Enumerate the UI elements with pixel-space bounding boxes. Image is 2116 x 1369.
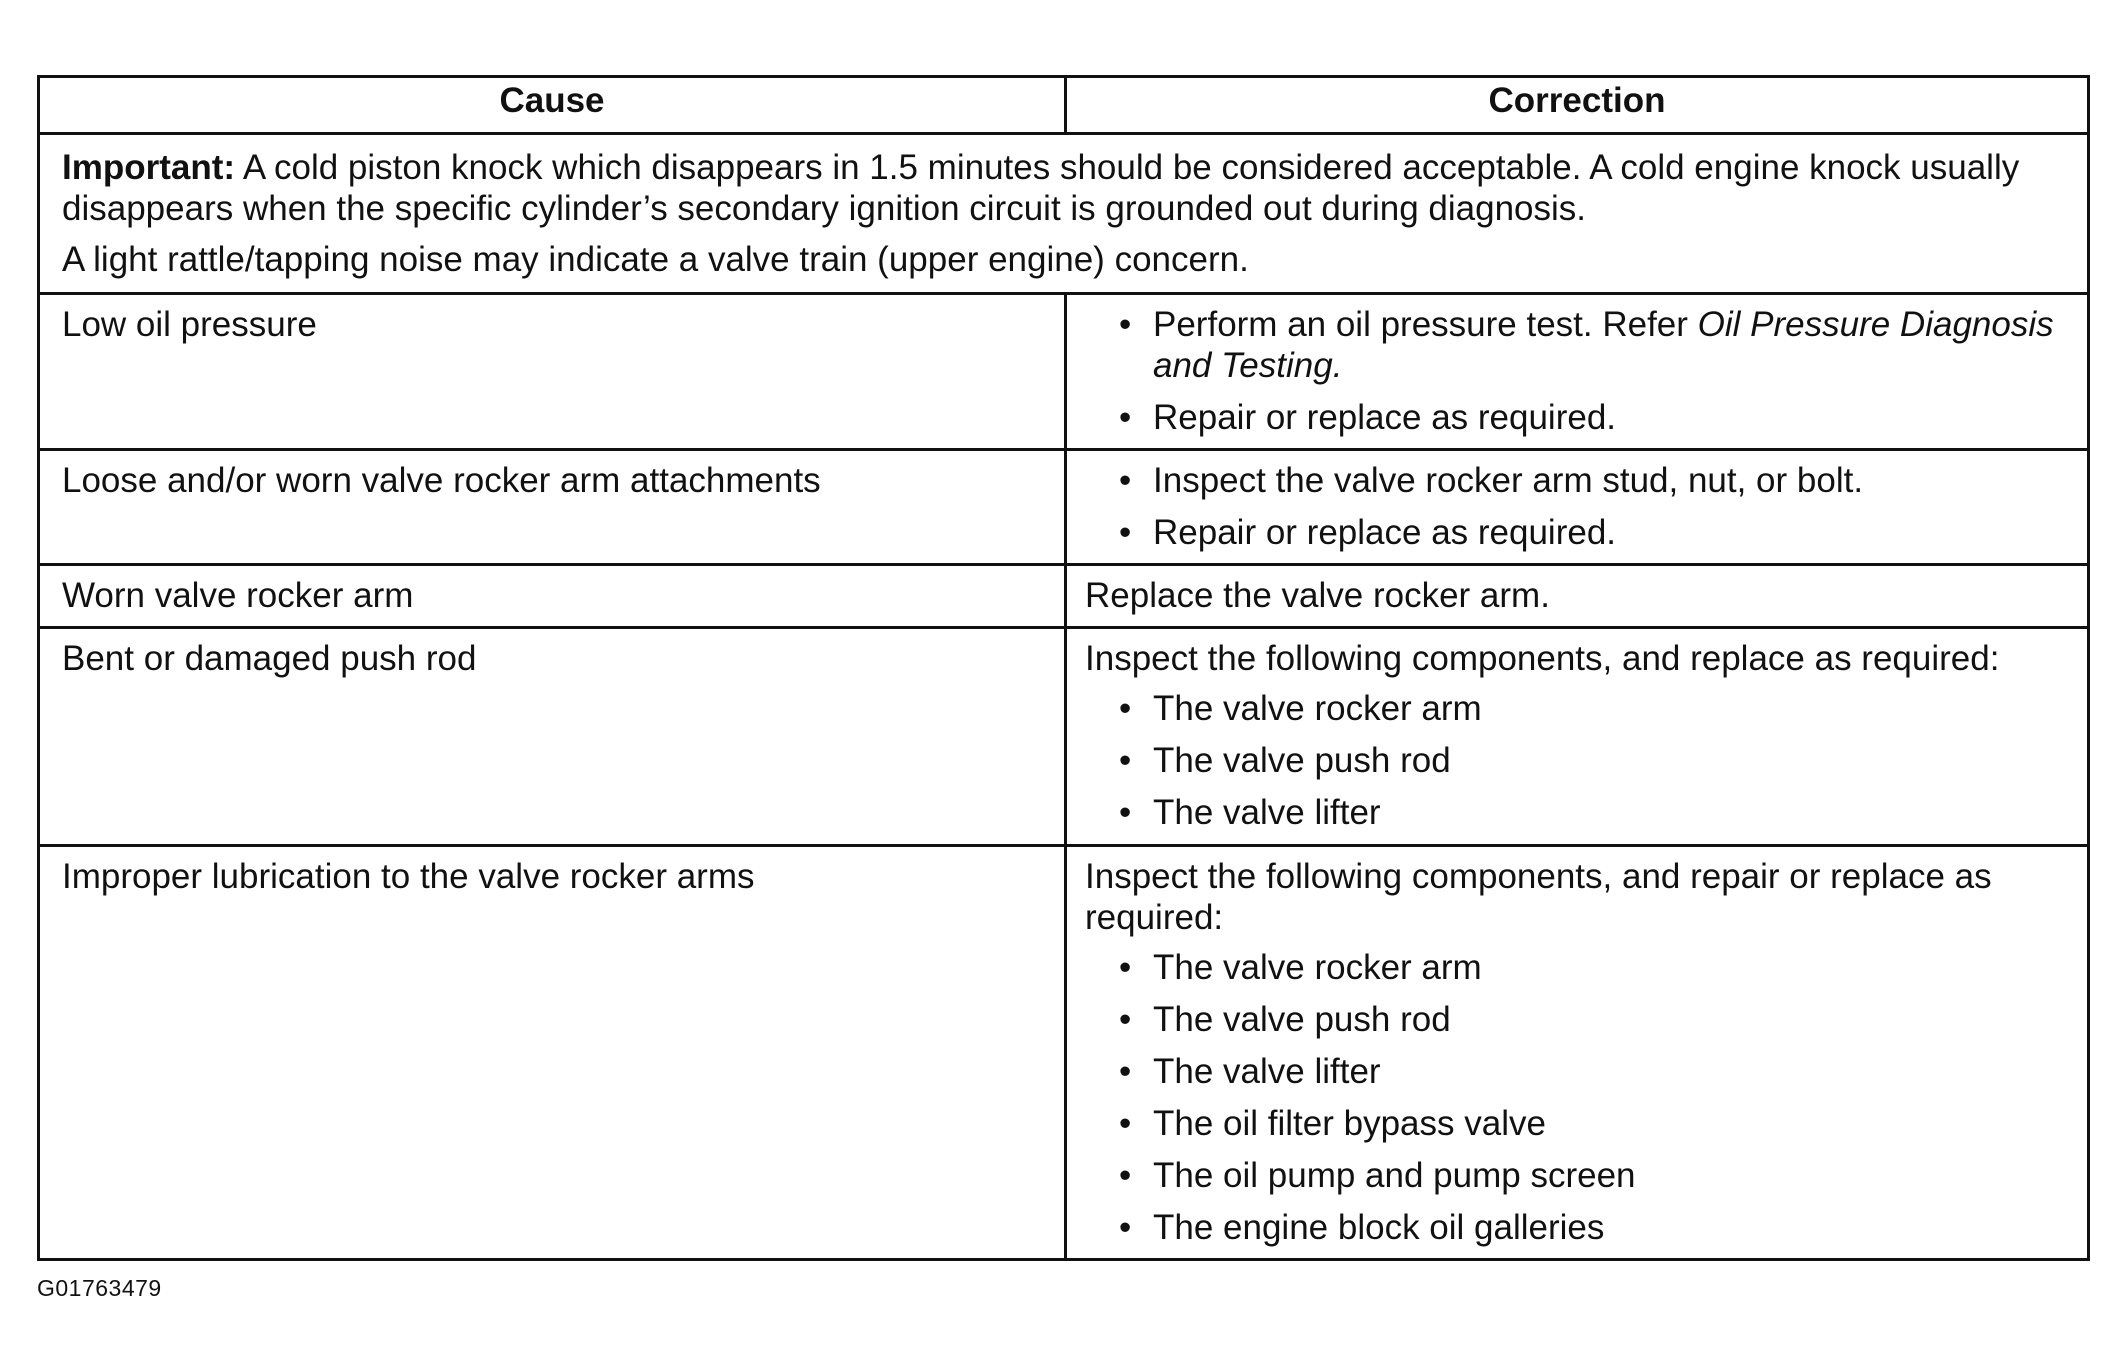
table-row — [39, 628, 2089, 846]
component-list — [1085, 947, 2069, 1248]
component-text: The engine block oil galleries — [1153, 1208, 1605, 1247]
note-text-1: A cold piston knock which disappears in 1.5 minutes should be considered acceptable. A cold engine knock usually disappears when the specific cylinder’s secondary ignition circuit is grounded out during diagnosis. — [62, 148, 2020, 228]
correction-intro: Inspect the following components, and replace as required: — [1085, 639, 2000, 678]
important-note-row — [39, 134, 2089, 294]
cause-cell: Low oil pressure — [39, 294, 1066, 450]
diagnosis-table — [37, 75, 2090, 1261]
bullet-icon: • — [1119, 1104, 1132, 1143]
cause-cell: Loose and/or worn valve rocker arm attachments — [39, 450, 1066, 565]
figure-id: G01763479 — [37, 1275, 162, 1301]
correction-text: Repair or replace as required. — [1153, 398, 1617, 437]
list-item — [1119, 460, 2069, 501]
bullet-icon: • — [1119, 1156, 1132, 1195]
bullet-icon: • — [1119, 689, 1132, 728]
cause-cell: Worn valve rocker arm — [39, 565, 1066, 628]
list-item — [1119, 1051, 2069, 1092]
correction-cell: Replace the valve rocker arm. — [1066, 565, 2089, 628]
bullet-icon: • — [1119, 1208, 1132, 1247]
component-list — [1085, 688, 2069, 833]
cause-cell: Bent or damaged push rod — [39, 628, 1066, 846]
table-row — [39, 846, 2089, 1260]
header-cause: Cause — [39, 77, 1066, 134]
component-text: The oil pump and pump screen — [1153, 1156, 1636, 1195]
bullet-icon: • — [1119, 948, 1132, 987]
component-text: The valve rocker arm — [1153, 948, 1482, 987]
list-item — [1119, 512, 2069, 553]
list-item — [1119, 740, 2069, 781]
component-text: The valve push rod — [1153, 741, 1451, 780]
list-item — [1119, 792, 2069, 833]
list-item — [1119, 947, 2069, 988]
component-text: The valve lifter — [1153, 1052, 1381, 1091]
correction-cell — [1066, 450, 2089, 565]
reference-punctuation: . — [1332, 346, 1343, 385]
correction-cell — [1066, 628, 2089, 846]
note-text-2: A light rattle/tapping noise may indicate a valve train (upper engine) concern. — [62, 240, 1249, 279]
bullet-icon: • — [1119, 741, 1132, 780]
list-item — [1119, 999, 2069, 1040]
correction-cell — [1066, 294, 2089, 450]
bullet-icon: • — [1119, 305, 1132, 344]
important-note — [39, 134, 2089, 294]
list-item — [1119, 1207, 2069, 1248]
list-item — [1119, 688, 2069, 729]
correction-intro: Inspect the following components, and repair or replace as required: — [1085, 857, 1992, 937]
note-paragraph-1 — [62, 147, 2065, 229]
note-label: Important: — [62, 148, 236, 187]
bullet-icon: • — [1119, 461, 1132, 500]
reference-text: Oil Pressure Diagnosis and Testing — [1153, 305, 2054, 385]
component-text: The valve rocker arm — [1153, 689, 1482, 728]
header-row — [39, 77, 2089, 134]
correction-list — [1085, 460, 2069, 553]
bullet-icon: • — [1119, 513, 1132, 552]
component-text: The valve push rod — [1153, 1000, 1451, 1039]
cause-cell: Improper lubrication to the valve rocker arms — [39, 846, 1066, 1260]
correction-text: Inspect the valve rocker arm stud, nut, or bolt. — [1153, 461, 1864, 500]
correction-text: Perform an oil pressure test. Refer — [1153, 305, 1698, 344]
table-row — [39, 294, 2089, 450]
header-correction: Correction — [1066, 77, 2089, 134]
table-row — [39, 565, 2089, 628]
correction-list — [1085, 304, 2069, 438]
bullet-icon: • — [1119, 1000, 1132, 1039]
list-item — [1119, 1155, 2069, 1196]
bullet-icon: • — [1119, 793, 1132, 832]
bullet-icon: • — [1119, 1052, 1132, 1091]
table-row — [39, 450, 2089, 565]
list-item — [1119, 1103, 2069, 1144]
list-item — [1119, 397, 2069, 438]
correction-cell — [1066, 846, 2089, 1260]
correction-text: Repair or replace as required. — [1153, 513, 1617, 552]
component-text: The oil filter bypass valve — [1153, 1104, 1546, 1143]
bullet-icon: • — [1119, 398, 1132, 437]
list-item — [1119, 304, 2069, 386]
component-text: The valve lifter — [1153, 793, 1381, 832]
